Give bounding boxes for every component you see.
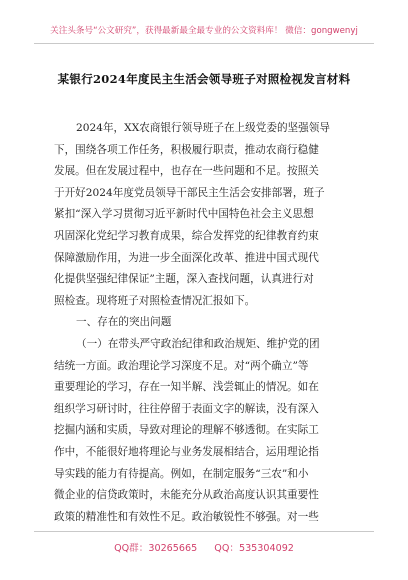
body-line: 重要理论的学习，存在一知半解、浅尝辄止的情况。如在 <box>54 381 319 394</box>
section-heading: 一、存在的突出问题 <box>76 316 172 329</box>
body-line: 发展。但在发展过程中，也存在一些问题和不足。按照关 <box>54 165 319 178</box>
body-line: 下，围绕各项工作任务，积极履行职责，推动农商行稳健 <box>54 143 319 156</box>
body-line: 微企业的信贷政策时，未能充分从政治高度认识其重要性 <box>54 489 319 502</box>
body-line: 保障激励作用，为进一步全面深化改革、推进中国式现代 <box>54 251 319 264</box>
body-line: 挖掘内涵和实质，导致对理论的理解不够透彻。在实际工 <box>54 424 319 437</box>
footer-contact <box>0 540 408 554</box>
body-line: 结统一方面。政治理论学习深度不足。对“两个确立”等 <box>54 359 309 372</box>
document-body <box>54 118 354 528</box>
body-line: （一）在带头严守政治纪律和政治规矩、维护党的团 <box>76 337 320 350</box>
body-line: 作中，不能很好地将理论与业务发展相结合，运用理论指 <box>54 445 319 458</box>
body-line: 于开好2024年度党员领导干部民主生活会安排部署，班子 <box>54 186 325 199</box>
body-line: 政策的精准性和有效性不足。政治敏锐性不够强。对一些 <box>54 510 319 523</box>
footer-qq-group: QQ群：30265665 <box>114 543 198 554</box>
body-line: 2024年，XX农商银行领导班子在上级党委的坚强领导 <box>76 122 330 134</box>
body-line: 巩固深化党纪学习教育成果，综合发挥党的纪律教育约束 <box>54 229 319 242</box>
footer-qq-number: QQ：535304092 <box>214 543 294 554</box>
body-line: 紧扣“深入学习贯彻习近平新时代中国特色社会主义思想 <box>54 208 314 221</box>
body-line: 照检查。现将班子对照检查情况汇报如下。 <box>54 294 256 307</box>
header-note: 关注头条号“公文研究”，获得最新最全最专业的公文资料库！ 微信：gongwenyj <box>50 26 358 36</box>
body-line: 导实践的能力有待提高。例如，在制定服务“三农”和小 <box>54 467 309 480</box>
body-line: 组织学习研讨时，往往停留于表面文字的解读，没有深入 <box>54 402 319 415</box>
footer-divider <box>34 531 374 532</box>
document-title: 某银行2024年度民主生活会领导班子对照检视发言材料 <box>57 72 351 86</box>
body-line: 化提供坚强纪律保证”主题，深入查找问题，认真进行对 <box>54 273 314 286</box>
header-divider <box>34 43 374 44</box>
